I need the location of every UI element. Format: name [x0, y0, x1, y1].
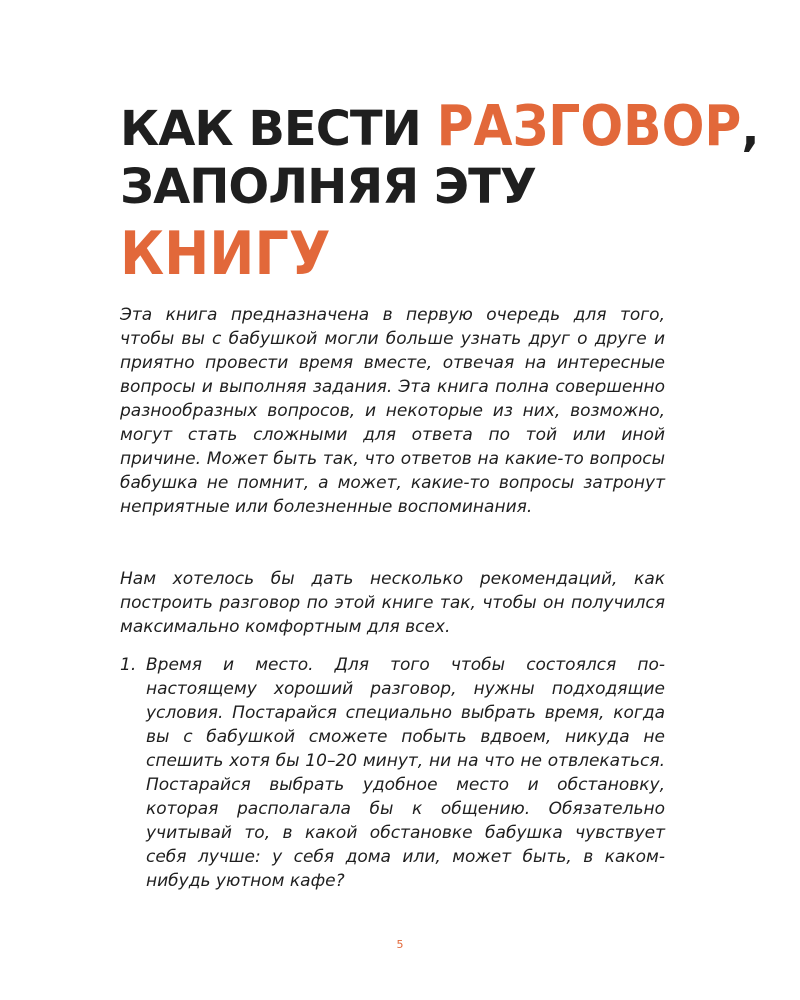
title-accent-word-1: РАЗГОВОР	[436, 94, 742, 159]
list-item-text: Время и место. Для того чтобы состоялся по-настоящему хороший разговор, нужны подходящие условия. Постарайся специально выбрать время, когда вы с бабушкой сможете побыть вдвоем, никуда не спешить хотя бы 10–20 минут, ни на что не отвлекаться. Постарайся выбрать удобное место и обстановку, которая располагала бы к общению. Обязательно учитывай то, в какой обстановке бабушка чувствует себя лучше: у себя дома или, может быть, в каком-нибудь уютном кафе?	[146, 655, 665, 891]
list-item	[120, 653, 665, 893]
recommendations-intro-paragraph: Нам хотелось бы дать несколько рекомендаций, как построить разговор по этой книге так, чтобы он получился максимально комфортным для всех.	[120, 569, 665, 637]
title-line-1-comma: ,	[741, 101, 759, 157]
intro-paragraph: Эта книга предназначена в первую очередь для того, чтобы вы с бабушкой могли больше узнать друг о друге и приятно провести время вместе, отвечая на интересные вопросы и выполняя задания. Эта книга полна совершенно разнообразных вопросов, и некоторые из них, возможно, могут стать сложными для ответа по той или иной причине. Может быть так, что ответов на какие-то вопросы бабушка не помнит, а может, какие-то вопросы затронут неприятные или болезненные воспоминания.	[120, 305, 665, 517]
title-accent-word-2: КНИГУ	[120, 219, 331, 289]
title-line-2: ЗАПОЛНЯЯ ЭТУ	[120, 159, 536, 215]
list-item-number: 1.	[120, 655, 137, 675]
title-line-3	[120, 219, 740, 289]
page-title	[120, 94, 759, 289]
title-line-1-plain: КАК ВЕСТИ	[120, 101, 437, 157]
title-line-1	[120, 94, 759, 161]
recommendations-list	[120, 653, 665, 893]
page-number: 5	[396, 938, 404, 951]
